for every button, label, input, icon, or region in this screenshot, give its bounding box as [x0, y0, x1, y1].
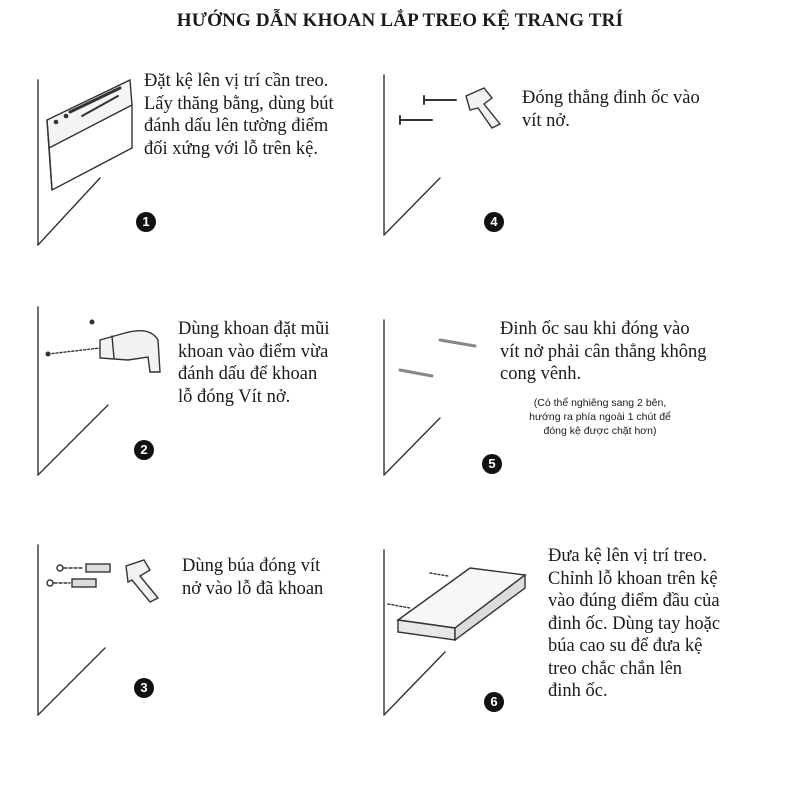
step-5-badge: 5 [482, 454, 502, 474]
step-1-illustration [38, 80, 132, 245]
step-6-text: Đưa kệ lên vị trí treo. Chỉnh lỗ khoan trên kệ vào đúng điểm đầu của đinh ốc. Dùng tay hoặc búa cao su để đưa kệ treo chắc chắn lên đinh ốc. [548, 546, 721, 701]
step-2-text: Dùng khoan đặt mũi khoan vào điểm vừa đánh dấu để khoan lỗ đóng Vít nở. [178, 319, 330, 407]
step-1-badge: 1 [136, 212, 156, 232]
step-4-illustration [384, 75, 500, 235]
step-4-badge: 4 [484, 212, 504, 232]
step-5-illustration [384, 320, 475, 475]
step-5-note: (Có thể nghiêng sang 2 bên, hướng ra phía ngoài 1 chút để đóng kệ được chặt hơn) [529, 397, 671, 437]
step-6-badge: 6 [484, 692, 504, 712]
step-3-badge: 3 [134, 678, 154, 698]
page-title: HƯỚNG DẪN KHOAN LẮP TREO KỆ TRANG TRÍ [176, 10, 624, 31]
step-6-illustration [384, 550, 525, 715]
step-4-text: Đóng thẳng đinh ốc vào vít nở. [522, 88, 700, 131]
step-5-text: Đinh ốc sau khi đóng vào vít nở phải cân thẳng không cong vênh. [500, 319, 707, 384]
step-1-text: Đặt kệ lên vị trí cần treo. Lấy thăng bằng, dùng bút đánh dấu lên tường điểm đối xứng với lỗ trên kệ. [144, 71, 334, 159]
step-2-badge: 2 [134, 440, 154, 460]
step-3-text: Dùng búa đóng vít nở vào lỗ đã khoan [182, 556, 324, 599]
